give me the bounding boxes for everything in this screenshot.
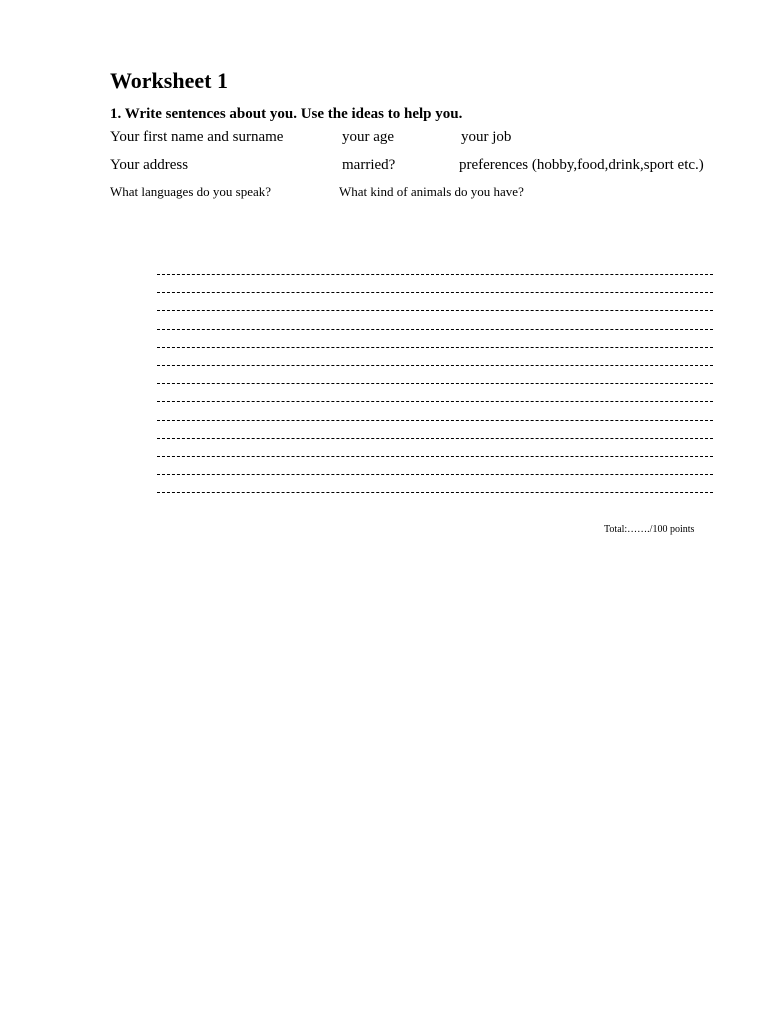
writing-line[interactable] (157, 310, 713, 311)
worksheet-title: Worksheet 1 (110, 68, 228, 93)
total-points: Total:……./100 points (604, 524, 695, 535)
writing-line[interactable] (157, 420, 713, 421)
writing-line[interactable] (157, 347, 713, 348)
writing-line[interactable] (157, 456, 713, 457)
writing-line[interactable] (157, 438, 713, 439)
idea-age: your age (342, 129, 395, 145)
idea-animals: What kind of animals do you have? (339, 184, 524, 199)
writing-lines[interactable] (157, 274, 713, 510)
idea-job: your job (461, 129, 512, 145)
idea-languages: What languages do you speak? (110, 184, 272, 199)
writing-line[interactable] (157, 383, 713, 384)
idea-address: Your address (110, 157, 189, 173)
writing-line[interactable] (157, 474, 713, 475)
idea-married: married? (342, 157, 396, 173)
writing-line[interactable] (157, 292, 713, 293)
writing-line[interactable] (157, 329, 713, 330)
idea-name: Your first name and surname (110, 129, 284, 145)
writing-line[interactable] (157, 274, 713, 275)
writing-line[interactable] (157, 365, 713, 366)
exercise-instruction: 1. Write sentences about you. Use the ideas to help you. (110, 106, 463, 122)
idea-preferences: preferences (hobby,food,drink,sport etc.) (459, 157, 704, 173)
writing-line[interactable] (157, 401, 713, 402)
writing-line[interactable] (157, 492, 713, 493)
